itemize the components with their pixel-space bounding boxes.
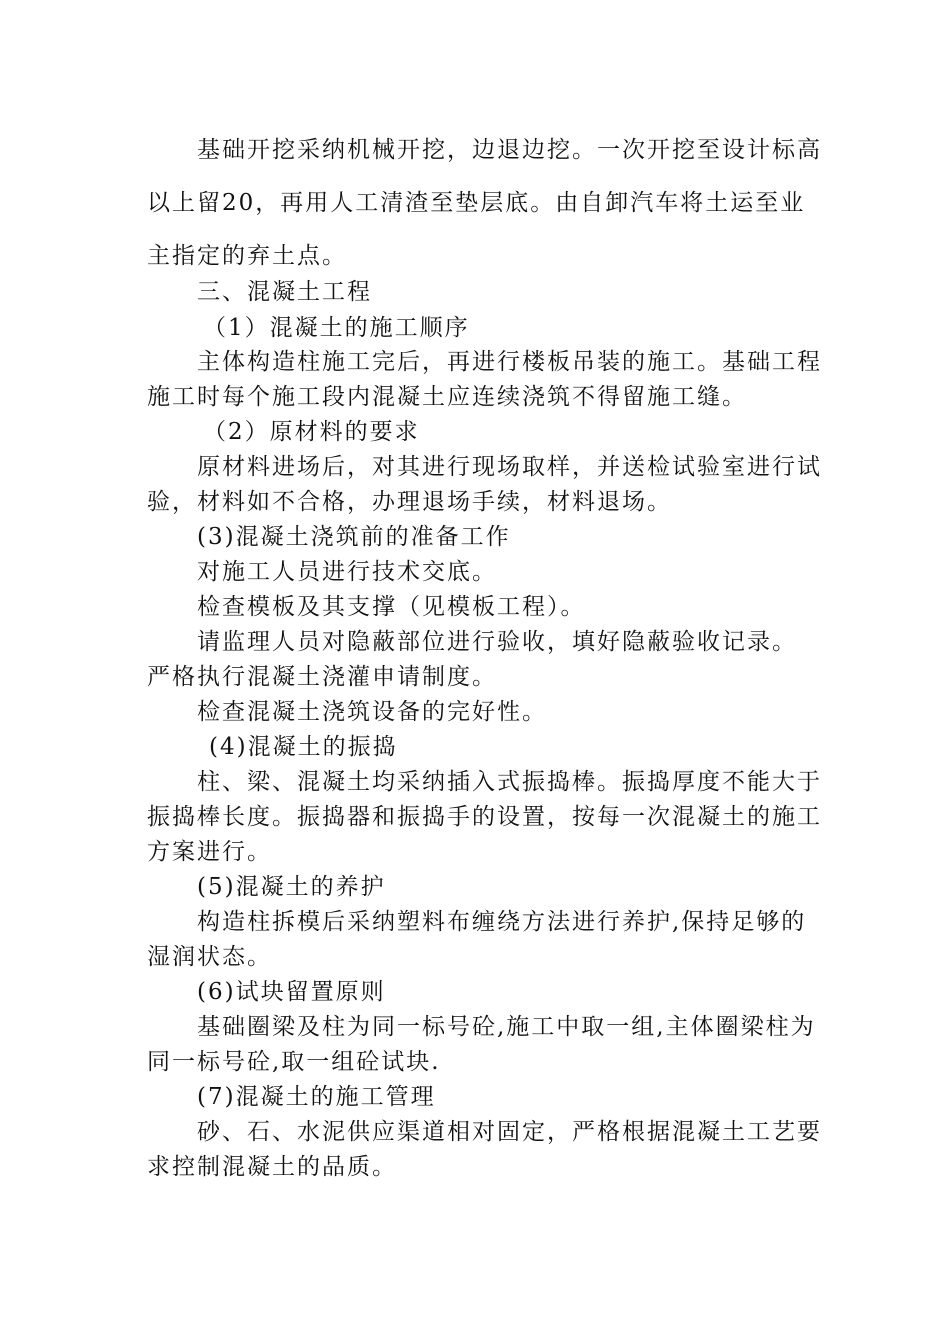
paragraph-supervision: 请监理人员对隐蔽部位进行验收，填好隐蔽验收记录。 — [197, 629, 797, 655]
paragraph-raw-materials: 原材料进场后，对其进行现场取样，并送检试验室进行试验，材料如不合格，办理退场手续，材料退场。 — [147, 454, 822, 515]
subheading-vibration: (4)混凝土的振捣 — [209, 734, 398, 760]
subheading-test-blocks: (6)试块留置原则 — [197, 979, 386, 1005]
paragraph-curing: 构造柱拆模后采纳塑料布缠绕方法进行养护,保持足够的湿润状态。 — [147, 909, 807, 970]
paragraph-test-blocks: 基础圈梁及柱为同一标号砼,施工中取一组,主体圈梁柱为同一标号砼,取一组砼试块. — [147, 1014, 816, 1075]
paragraph-pouring-application: 严格执行混凝土浇灌申请制度。 — [147, 664, 497, 690]
paragraph-vibration: 柱、梁、混凝土均采纳插入式振捣棒。振捣厚度不能大于振捣棒长度。振捣器和振捣手的设置，按每一次混凝土的施工方案进行。 — [147, 769, 822, 865]
subheading-management: (7)混凝土的施工管理 — [197, 1084, 436, 1110]
paragraph-construction-order: 主体构造柱施工完后，再进行楼板吊装的施工。基础工程施工时每个施工段内混凝土应连续浇筑不得留施工缝。 — [147, 349, 822, 410]
paragraph-management: 砂、石、水泥供应渠道相对固定，严格根据混凝土工艺要求控制混凝土的品质。 — [147, 1119, 822, 1180]
subheading-preparation: (3)混凝土浇筑前的准备工作 — [197, 524, 511, 550]
paragraph-technical-briefing: 对施工人员进行技术交底。 — [197, 559, 497, 585]
paragraph-check-formwork: 检查模板及其支撑（见模板工程）。 — [197, 594, 586, 620]
subheading-curing: (5)混凝土的养护 — [197, 874, 386, 900]
paragraph-check-equipment: 检查混凝土浇筑设备的完好性。 — [197, 699, 547, 725]
section-heading-concrete: 三、混凝土工程 — [197, 279, 372, 305]
subheading-raw-materials: （2）原材料的要求 — [203, 419, 420, 445]
paragraph-excavation: 基础开挖采纳机械开挖，边退边挖。一次开挖至设计标高以上留20，再用人工清渣至垫层底。由自卸汽车将土运至业主指定的弃土点。 — [147, 137, 822, 269]
subheading-construction-order: （1）混凝土的施工顺序 — [203, 315, 470, 341]
